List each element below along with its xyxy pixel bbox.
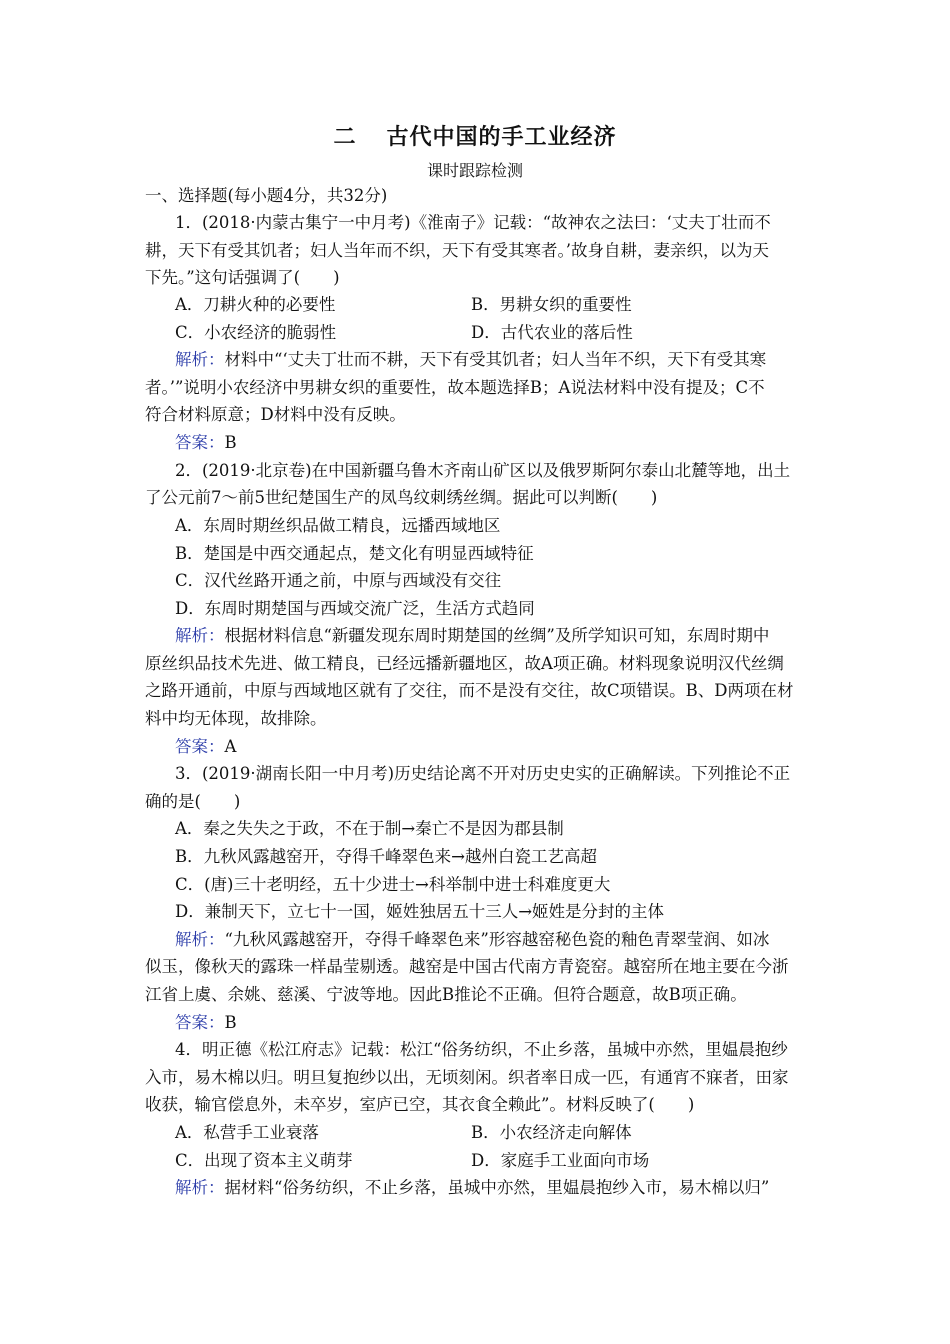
question-3-option-d: D．兼制天下，立七十一国，姬姓独居五十三人→姬姓是分封的主体 — [175, 902, 665, 921]
page-subtitle: 课时跟踪检测 — [426, 161, 523, 180]
question-1-answer — [175, 429, 807, 457]
question-4-line-2: 入市，易木棉以归。明旦复抱纱以出，无顷刻闲。织者率日成一匹，有通宵不寐者，田家 — [145, 1068, 789, 1087]
question-3-option-a: A．秦之失失之于政，不在于制→秦亡不是因为郡县制 — [175, 819, 564, 838]
question-2-option-c: C．汉代丝路开通之前，中原与西域没有交往 — [175, 571, 502, 590]
chapter-number: 二 — [333, 125, 357, 150]
answer-label: 答案： — [175, 1013, 225, 1032]
question-2-answer — [175, 733, 807, 761]
analysis-text: 材料中“‘丈夫丁壮而不耕，天下有受其饥者；妇人当年不织，天下有受其寒 — [224, 350, 767, 369]
question-3-line-1: 3．(2019·湖南长阳一中月考)历史结论离不开对历史史实的正确解读。下列推论不正 — [175, 764, 791, 783]
analysis-label: 解析： — [175, 626, 225, 645]
question-2-option-d: D．东周时期楚国与西域交流广泛，生活方式趋同 — [175, 599, 535, 618]
question-4-option-b: B．小农经济走向解体 — [471, 1123, 632, 1142]
question-1-line-1: 1．(2018·内蒙古集宁一中月考)《淮南子》记载：“故神农之法曰：‘丈夫丁壮而不 — [175, 213, 771, 232]
question-3-option-b: B．九秋风露越窑开，夺得千峰翠色来→越州白瓷工艺高超 — [175, 847, 597, 866]
question-2-option-b: B．楚国是中西交通起点，楚文化有明显西域特征 — [175, 544, 534, 563]
analysis-text: “九秋风露越窑开，夺得千峰翠色来”形容越窑秘色瓷的釉色青翠莹润、如冰 — [224, 930, 770, 949]
analysis-label: 解析： — [175, 1178, 225, 1197]
question-3-analysis-2: 似玉，像秋天的露珠一样晶莹剔透。越窑是中国古代南方青瓷窑。越窑所在地主要在今浙 — [145, 957, 789, 976]
question-2-analysis-3: 之路开通前，中原与西域地区就有了交往，而不是没有交往，故C项错误。B、D两项在材 — [145, 681, 794, 700]
question-3-answer — [175, 1009, 807, 1037]
question-3-analysis-3: 江省上虞、余姚、慈溪、宁波等地。因此B推论不正确。但符合题意，故B项正确。 — [145, 985, 747, 1004]
question-2-analysis-2: 原丝织品技术先进、做工精良，已经远播新疆地区，故A项正确。材料现象说明汉代丝绸 — [145, 654, 784, 673]
question-1-analysis-2: 者。’”说明小农经济中男耕女织的重要性，故本题选择B；A说法材料中没有提及；C不 — [145, 378, 765, 397]
question-3-line-2: 确的是( ) — [145, 792, 241, 811]
chapter-title: 古代中国的手工业经济 — [386, 125, 617, 150]
analysis-text: 据材料“俗务纺织，不止乡落，虽城中亦然，里媪晨抱纱入市，易木棉以归” — [224, 1178, 770, 1197]
question-4-option-c: C．出现了资本主义萌芽 — [175, 1151, 353, 1170]
answer-value: A — [224, 737, 237, 756]
question-2-analysis-1 — [175, 622, 807, 650]
analysis-label: 解析： — [175, 930, 225, 949]
analysis-label: 解析： — [175, 350, 225, 369]
question-4-option-d: D．家庭手工业面向市场 — [471, 1151, 650, 1170]
question-4-analysis-1 — [175, 1174, 807, 1202]
answer-value: B — [224, 433, 237, 452]
question-1-line-3: 下先。”这句话强调了( ) — [145, 268, 340, 287]
question-1-line-2: 耕，天下有受其饥者；妇人当年而不织，天下有受其寒者。’故身自耕，妻亲织，以为天 — [145, 241, 769, 260]
question-1-analysis-3: 符合材料原意；D材料中没有反映。 — [145, 405, 406, 424]
question-4-line-1: 4．明正德《松江府志》记载：松江“俗务纺织，不止乡落，虽城中亦然，里媪晨抱纱 — [175, 1040, 788, 1059]
answer-label: 答案： — [175, 737, 225, 756]
question-2-analysis-4: 料中均无体现，故排除。 — [145, 709, 327, 728]
question-1-option-b: B．男耕女织的重要性 — [471, 295, 632, 314]
question-2-line-1: 2．(2019·北京卷)在中国新疆乌鲁木齐南山矿区以及俄罗斯阿尔泰山北麓等地，出土 — [175, 461, 791, 480]
question-3-option-c: C．(唐)三十老明经，五十少进士→科举制中进士科难度更大 — [175, 875, 611, 894]
section-heading: 一、选择题(每小题4分，共32分) — [145, 186, 388, 205]
question-4-line-3: 收获，输官偿息外，未卒岁，室庐已空，其衣食全赖此”。材料反映了( ) — [145, 1095, 695, 1114]
question-1-option-c: C．小农经济的脆弱性 — [175, 323, 337, 342]
answer-label: 答案： — [175, 433, 225, 452]
question-2-option-a: A．东周时期丝织品做工精良，远播西域地区 — [175, 516, 501, 535]
page-title — [0, 120, 950, 151]
analysis-text: 根据材料信息“新疆发现东周时期楚国的丝绸”及所学知识可知，东周时期中 — [224, 626, 770, 645]
question-1-analysis-1 — [175, 346, 807, 374]
question-2-line-2: 了公元前7～前5世纪楚国生产的凤鸟纹刺绣丝绸。据此可以判断( ) — [145, 488, 658, 507]
answer-value: B — [224, 1013, 237, 1032]
question-3-analysis-1 — [175, 926, 807, 954]
question-1-option-a: A．刀耕火种的必要性 — [175, 295, 336, 314]
question-4-option-a: A．私营手工业衰落 — [175, 1123, 319, 1142]
question-1-option-d: D．古代农业的落后性 — [471, 323, 633, 342]
